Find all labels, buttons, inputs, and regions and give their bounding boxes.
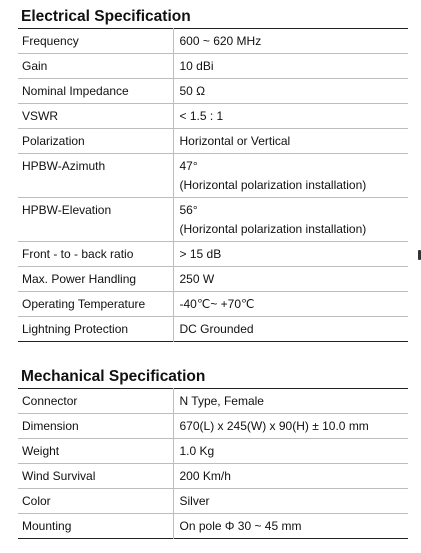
spec-label: Connector (18, 389, 173, 414)
spec-value-line: -40℃~ +70℃ (179, 297, 255, 311)
table-row (18, 489, 408, 514)
spec-label: HPBW-Azimuth (18, 154, 173, 198)
mechanical-specification-table (18, 388, 408, 539)
spec-value-line: 200 Km/h (179, 469, 231, 483)
spec-label: Dimension (18, 414, 173, 439)
spec-label: Polarization (18, 129, 173, 154)
spec-value-line: 1.0 Kg (179, 444, 215, 458)
table-row (18, 104, 408, 129)
table-row (18, 54, 408, 79)
spec-value-line: 56° (179, 203, 198, 217)
table-row (18, 439, 408, 464)
spec-value (173, 439, 408, 464)
spec-value (173, 292, 408, 317)
spec-value-line: 50 Ω (179, 84, 206, 98)
table-row (18, 292, 408, 317)
table-row (18, 198, 408, 242)
spec-label: Lightning Protection (18, 317, 173, 342)
table-row (18, 129, 408, 154)
spec-value-line: (Horizontal polarization installation) (179, 222, 367, 236)
spec-value-line: On pole Φ 30 ~ 45 mm (179, 519, 302, 533)
spec-value-line: N Type, Female (179, 394, 264, 408)
spec-value (173, 267, 408, 292)
table-row (18, 79, 408, 104)
spec-label: Gain (18, 54, 173, 79)
spec-label: Nominal Impedance (18, 79, 173, 104)
spec-value-line: Silver (179, 494, 210, 508)
spec-value (173, 414, 408, 439)
spec-value (173, 464, 408, 489)
table-row (18, 514, 408, 539)
spec-value-line: > 15 dB (179, 247, 222, 261)
spec-label: Color (18, 489, 173, 514)
spec-value (173, 489, 408, 514)
electrical-specification-table (18, 28, 408, 342)
spec-label: VSWR (18, 104, 173, 129)
mechanical-specification-section (18, 366, 408, 539)
spec-value (173, 317, 408, 342)
spec-value (173, 54, 408, 79)
electrical-specification-section (18, 6, 408, 342)
spec-value-line: < 1.5 : 1 (179, 109, 224, 123)
table-row (18, 317, 408, 342)
spec-label: HPBW-Elevation (18, 198, 173, 242)
spec-value-line: 600 ~ 620 MHz (179, 34, 262, 48)
spec-label: Mounting (18, 514, 173, 539)
spec-value-line: 47° (179, 159, 198, 173)
spec-value (173, 154, 408, 198)
table-row (18, 389, 408, 414)
table-row (18, 464, 408, 489)
spec-value-line: 670(L) x 245(W) x 90(H) ± 10.0 mm (179, 419, 369, 433)
table-row (18, 29, 408, 54)
spec-value (173, 79, 408, 104)
spec-label: Frequency (18, 29, 173, 54)
spec-label: Wind Survival (18, 464, 173, 489)
spec-value-line: DC Grounded (179, 322, 254, 336)
spec-value-line: (Horizontal polarization installation) (179, 178, 367, 192)
spec-value-line: Horizontal or Vertical (179, 134, 291, 148)
spec-value (173, 389, 408, 414)
table-row (18, 267, 408, 292)
spec-label: Weight (18, 439, 173, 464)
spec-label: Operating Temperature (18, 292, 173, 317)
spec-value (173, 242, 408, 267)
spec-value (173, 198, 408, 242)
spec-value-line: 250 W (179, 272, 215, 286)
spec-value (173, 104, 408, 129)
spec-value (173, 514, 408, 539)
spec-label: Max. Power Handling (18, 267, 173, 292)
table-row (18, 242, 408, 267)
electrical-specification-title: Electrical Specification (21, 8, 191, 25)
table-row (18, 154, 408, 198)
spec-label: Front - to - back ratio (18, 242, 173, 267)
spec-value-line: 10 dBi (179, 59, 214, 73)
spec-value (173, 129, 408, 154)
mechanical-specification-title: Mechanical Specification (21, 368, 206, 385)
table-row (18, 414, 408, 439)
spec-value (173, 29, 408, 54)
